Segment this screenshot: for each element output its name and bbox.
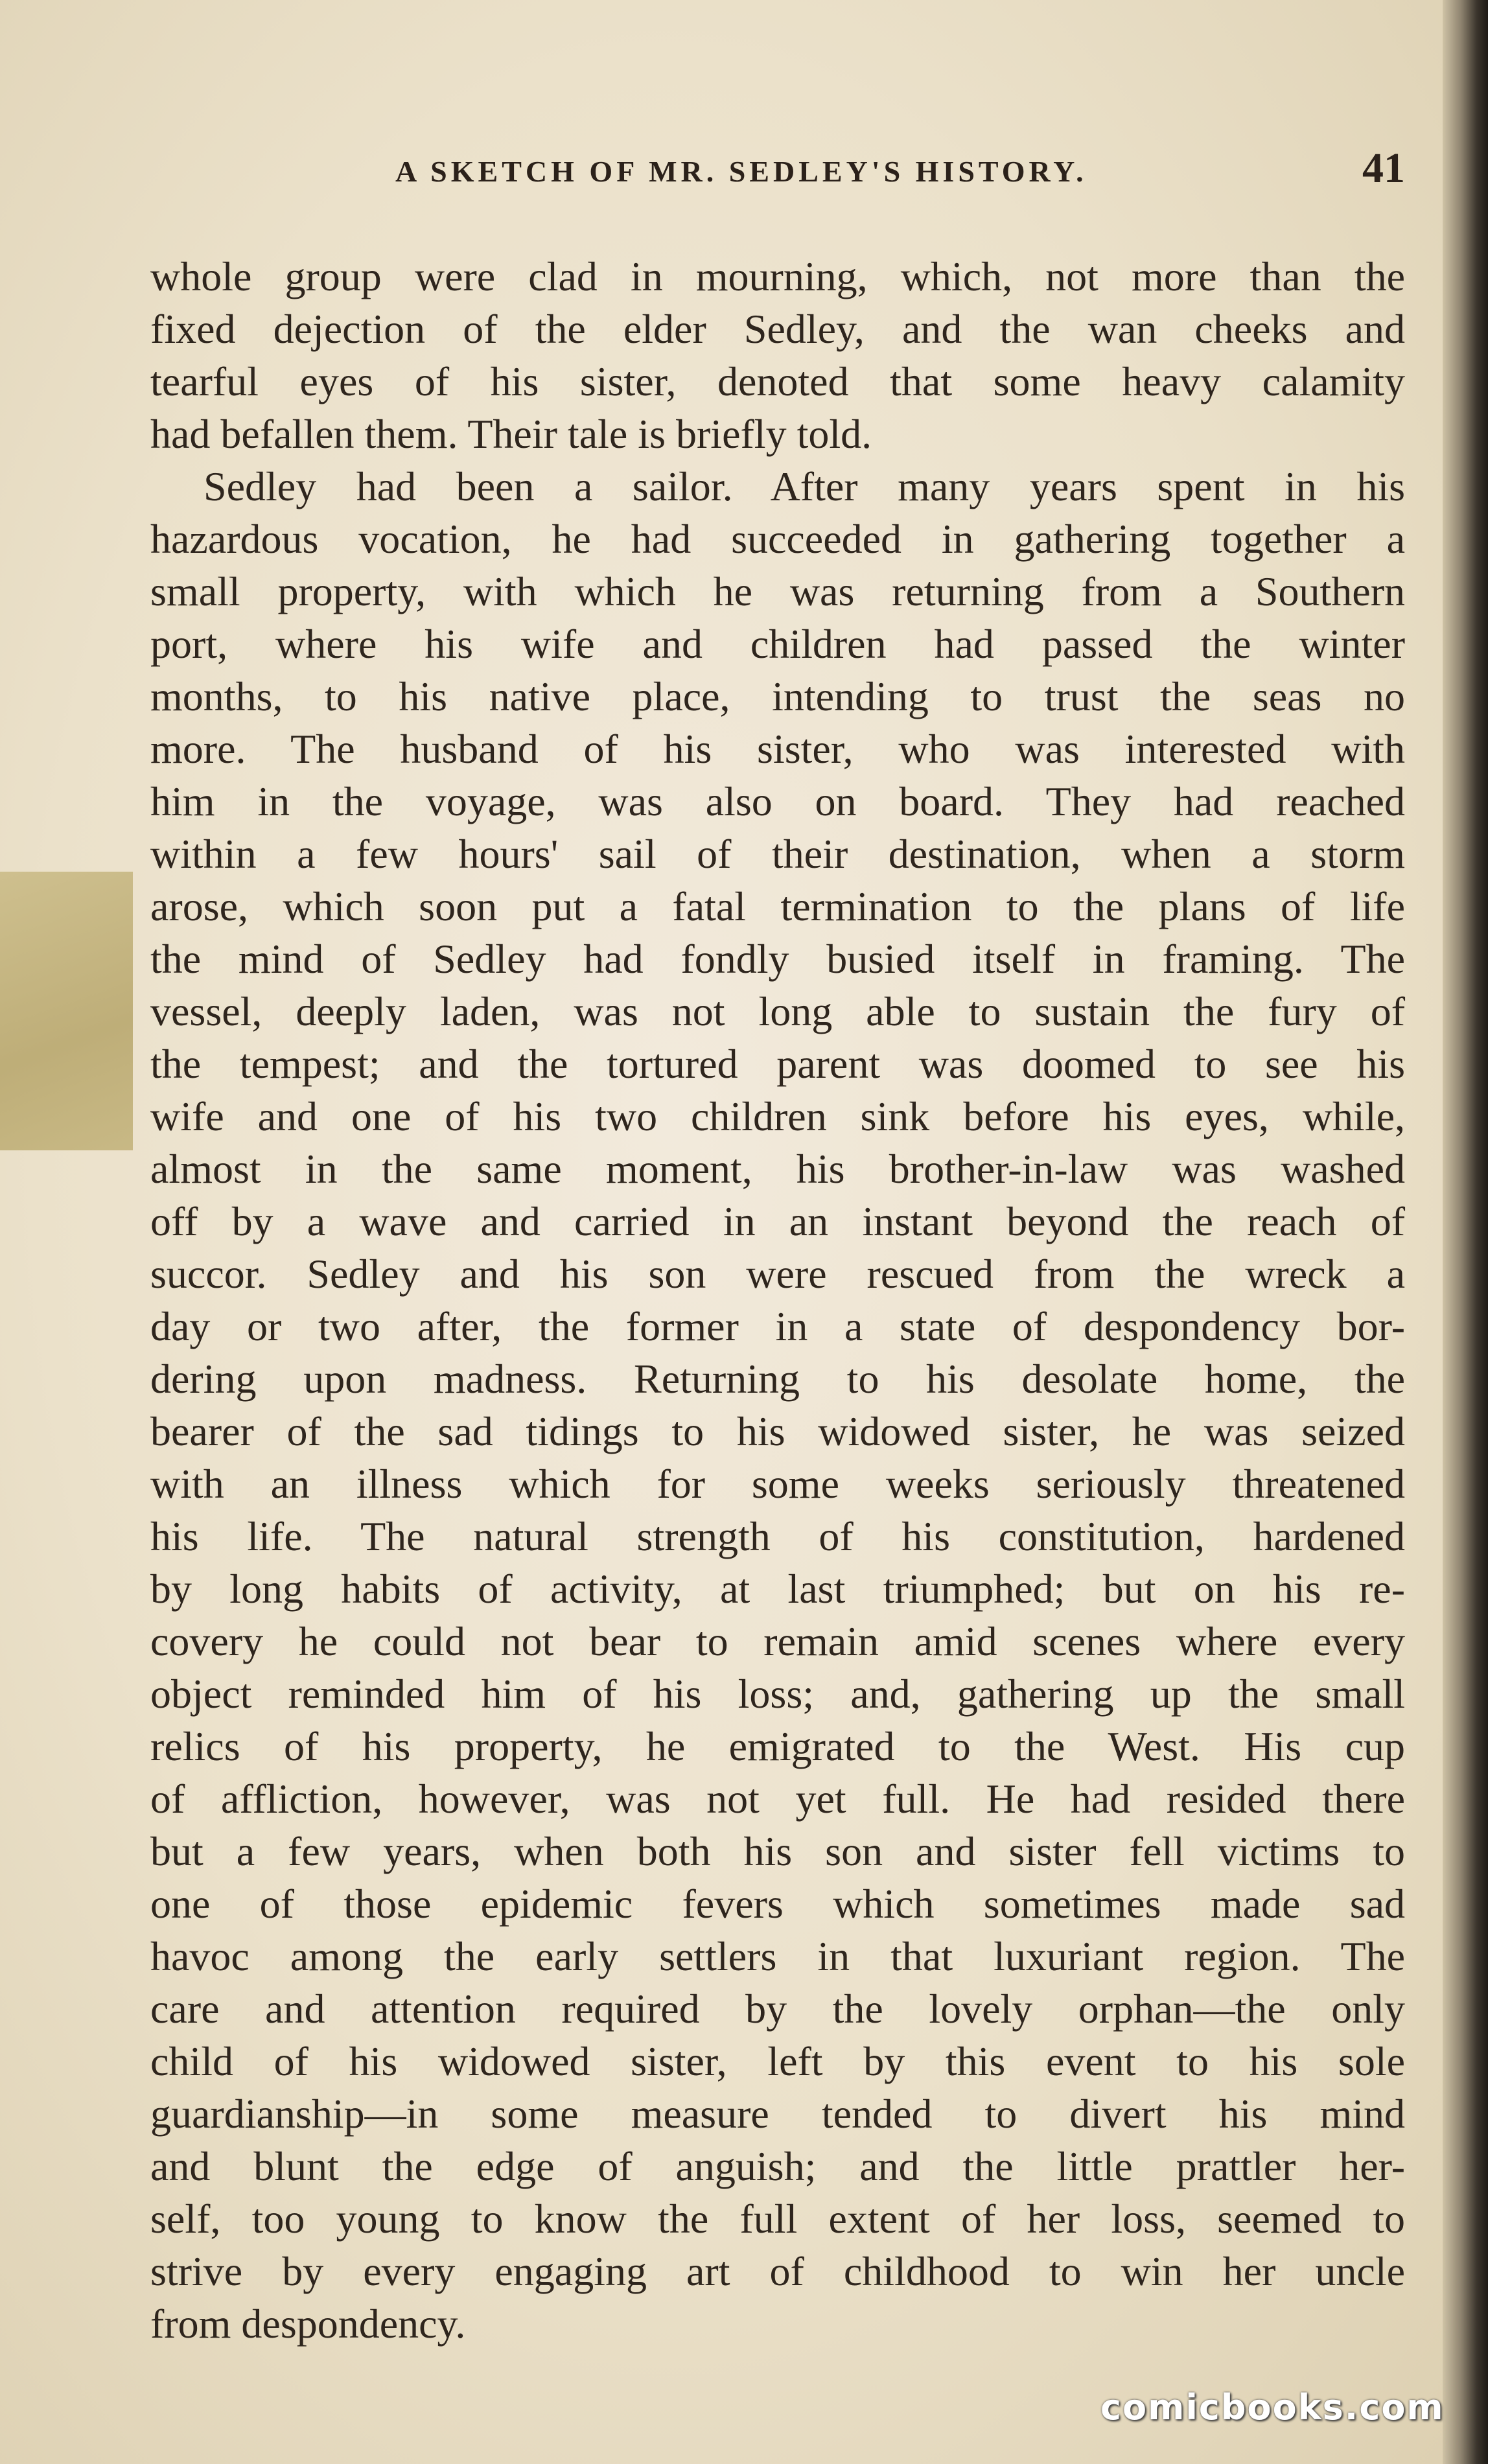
text-line: tearful eyes of his sister, denoted that some heavy calamity (150, 358, 1405, 404)
text-line: fixed dejection of the elder Sedley, and the wan cheeks and (150, 306, 1405, 352)
text-line: vessel, deeply laden, was not long able to sustain the fury of (150, 988, 1405, 1034)
text-line: by long habits of activity, at last triumphed; but on his re- (150, 1566, 1405, 1612)
text-line: relics of his property, he emigrated to the West. His cup (150, 1723, 1405, 1769)
text-line: wife and one of his two children sink before his eyes, while, (150, 1093, 1405, 1139)
text-line: off by a wave and carried in an instant beyond the reach of (150, 1198, 1405, 1244)
running-head: A SKETCH OF MR. SEDLEY'S HISTORY. (395, 155, 1087, 188)
text-line: had befallen them. Their tale is briefly told. (150, 411, 872, 457)
text-line: self, too young to know the full extent of her loss, seemed to (150, 2196, 1405, 2242)
text-line: covery he could not bear to remain amid scenes where every (150, 1618, 1405, 1664)
text-line: whole group were clad in mourning, which, not more than the (150, 253, 1405, 299)
text-line: but a few years, when both his son and sister fell victims to (150, 1828, 1405, 1874)
text-line: almost in the same moment, his brother-in-law was washed (150, 1146, 1405, 1192)
text-line: months, to his native place, intending to trust the seas no (150, 673, 1405, 719)
text-line: care and attention required by the lovely orphan—the only (150, 1986, 1405, 2032)
text-line: Sedley had been a sailor. After many years spent in his (203, 463, 1405, 509)
text-line: object reminded him of his loss; and, gathering up the small (150, 1671, 1405, 1717)
text-line: child of his widowed sister, left by this event to his sole (150, 2038, 1405, 2084)
watermark: comicbooks.com (1100, 2387, 1445, 2428)
page-number: 41 (1362, 145, 1405, 192)
text-line: his life. The natural strength of his constitution, hardened (150, 1513, 1405, 1559)
body-text (150, 250, 1405, 2350)
text-line: of affliction, however, was not yet full. He had resided there (150, 1776, 1405, 1822)
text-line: succor. Sedley and his son were rescued from the wreck a (150, 1251, 1405, 1297)
text-line: havoc among the early settlers in that luxuriant region. The (150, 1933, 1405, 1979)
text-line: day or two after, the former in a state of despondency bor- (150, 1303, 1405, 1349)
text-line: more. The husband of his sister, who was interested with (150, 726, 1405, 772)
text-line: dering upon madness. Returning to his desolate home, the (150, 1356, 1405, 1402)
text-line: the mind of Sedley had fondly busied itself in framing. The (150, 936, 1405, 982)
tape-strip (0, 872, 133, 1150)
text-line: from despondency. (150, 2301, 466, 2347)
text-line: arose, which soon put a fatal termination to the plans of life (150, 883, 1405, 929)
text-line: with an illness which for some weeks seriously threatened (150, 1461, 1405, 1507)
text-line: strive by every engaging art of childhood to win her uncle (150, 2248, 1405, 2294)
book-binding-edge (1443, 0, 1488, 2464)
text-line: the tempest; and the tortured parent was doomed to see his (150, 1041, 1405, 1087)
text-line: hazardous vocation, he had succeeded in gathering together a (150, 516, 1405, 562)
text-line: small property, with which he was returning from a Southern (150, 568, 1405, 614)
text-line: one of those epidemic fevers which sometimes made sad (150, 1881, 1405, 1927)
text-line: port, where his wife and children had passed the winter (150, 621, 1405, 667)
text-line: within a few hours' sail of their destination, when a storm (150, 831, 1405, 877)
text-line: guardianship—in some measure tended to divert his mind (150, 2091, 1405, 2137)
text-line: him in the voyage, was also on board. They had reached (150, 778, 1405, 824)
text-line: and blunt the edge of anguish; and the little prattler her- (150, 2143, 1405, 2189)
text-line: bearer of the sad tidings to his widowed sister, he was seized (150, 1408, 1405, 1454)
